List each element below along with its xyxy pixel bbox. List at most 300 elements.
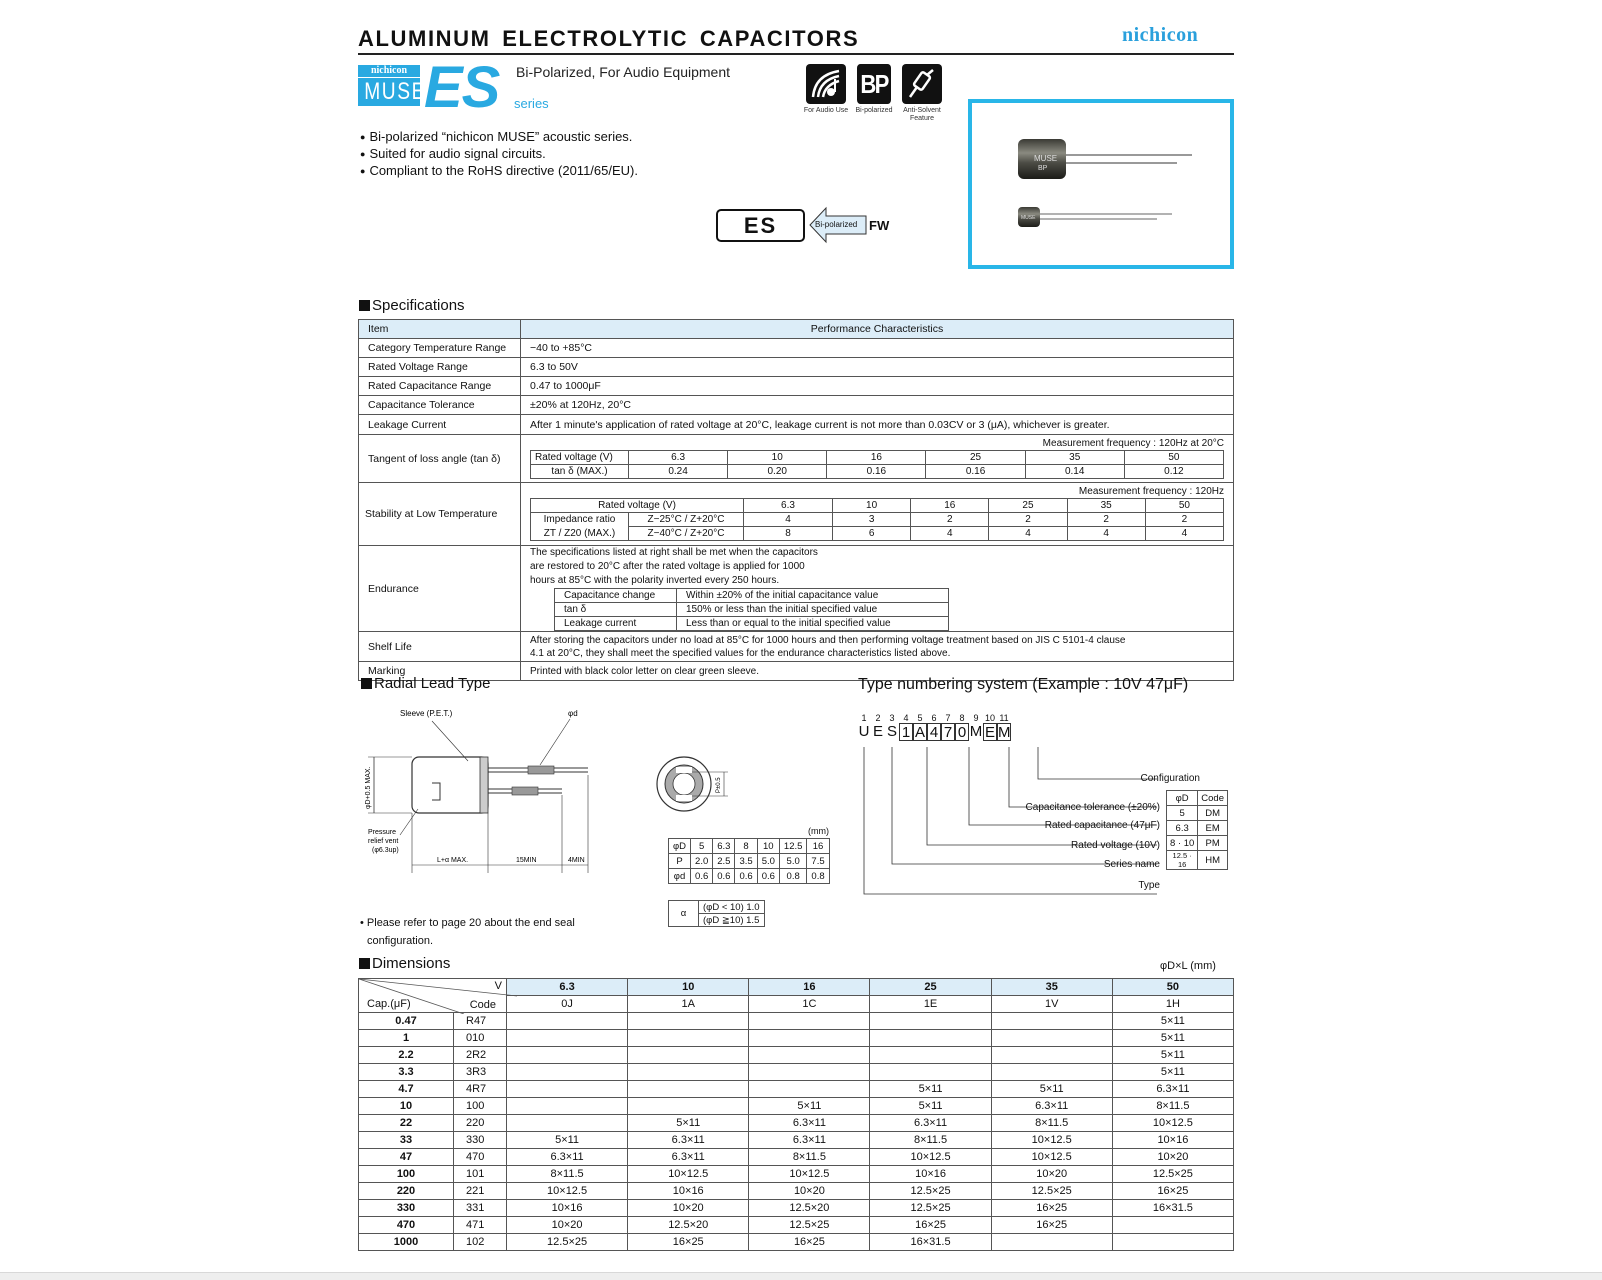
size-cell: 5×11 (1112, 1030, 1233, 1047)
cap-value: 3.3 (359, 1064, 454, 1081)
cap-value: 1 (359, 1030, 454, 1047)
size-cell: 16×31.5 (1112, 1200, 1233, 1217)
tan-voltage: 50 (1124, 450, 1223, 464)
spec-value: ±20% at 120Hz, 20°C (521, 396, 1234, 415)
lead-dim-cell: 6.3 (713, 839, 735, 854)
shelf-line: After storing the capacitors under no load at 85°C for 1000 hours and then performing voltage treatment based on JIS C 5101-4 clause (530, 634, 1126, 646)
cap-code: 220 (454, 1115, 507, 1132)
cap-code: 331 (454, 1200, 507, 1217)
type-code-char: 4 (927, 723, 941, 741)
stability-value: 2 (1145, 513, 1223, 527)
cap-value: 2.2 (359, 1047, 454, 1064)
type-code-char: 7 (941, 723, 955, 741)
type-position-number: 11 (999, 713, 1009, 723)
type-code-char: 0 (955, 723, 969, 741)
tan-value: 0.12 (1124, 464, 1223, 478)
size-cell: 5×11 (991, 1081, 1112, 1098)
size-cell (870, 1030, 991, 1047)
size-cell: 10×20 (628, 1200, 749, 1217)
feature-list (360, 129, 638, 180)
type-position-number: 5 (917, 713, 923, 723)
size-cell: 5×11 (870, 1081, 991, 1098)
size-cell: 12.5×25 (749, 1217, 870, 1234)
lead-dim-cell: 12.5 (779, 839, 807, 854)
length-label: L+α MAX. (437, 857, 469, 864)
audio-icon (806, 64, 846, 104)
v-label: V (494, 980, 502, 992)
size-cell: 5×11 (507, 1132, 628, 1149)
cap-value: 10 (359, 1098, 454, 1115)
impedance-label: Impedance ratio (531, 513, 629, 527)
lead-dim-cell: 8 (735, 839, 757, 854)
tan-voltage: 35 (1025, 450, 1124, 464)
tolerance-label: Capacitance tolerance (±20%) (1025, 802, 1160, 813)
spec-item: Marking (359, 662, 521, 681)
config-cell: DM (1198, 806, 1228, 821)
size-cell: 8×11.5 (749, 1149, 870, 1166)
spec-item: Rated Capacitance Range (359, 377, 521, 396)
voltage-header: 25 (870, 979, 991, 996)
muse-logo-bottom: MUSE (364, 78, 427, 105)
size-cell: 12.5×25 (870, 1200, 991, 1217)
stability-voltage: 10 (833, 499, 911, 513)
stability-table (530, 498, 1224, 541)
stability-value: 4 (1145, 527, 1223, 541)
radial-heading: Radial Lead Type (361, 675, 490, 692)
stability-value: 4 (989, 527, 1067, 541)
size-cell: 8×11.5 (870, 1132, 991, 1149)
dimension-row (359, 1115, 1234, 1132)
size-cell (507, 1064, 628, 1081)
voltage-header: 35 (991, 979, 1112, 996)
bp-icon: BP (857, 64, 891, 104)
lead-dim-cell: 5.0 (757, 854, 779, 869)
anti-solvent-icon-group (896, 64, 948, 123)
size-cell: 10×12.5 (628, 1166, 749, 1183)
voltage-code: 1H (1112, 996, 1233, 1013)
size-cell (507, 1098, 628, 1115)
endurance-key: Capacitance change (555, 589, 677, 603)
shelf-line: 4.1 at 20°C, they shall meet the specified values for the endurance characteristics listed above. (530, 647, 951, 659)
type-label: Type (1138, 880, 1160, 891)
size-cell (628, 1081, 749, 1098)
flow-arrow-label: Bi-polarized (815, 220, 858, 229)
spec-row-shelf (359, 632, 1234, 662)
tan-rated-label: Rated voltage (V) (531, 450, 629, 464)
voltage-code: 1V (991, 996, 1112, 1013)
size-cell: 10×16 (1112, 1132, 1233, 1149)
muse-logo (358, 65, 427, 106)
type-code-char: E (984, 724, 995, 741)
icon-caption: For Audio Use (803, 107, 849, 114)
lead-dimension-table (668, 838, 830, 884)
size-cell: 6.3×11 (628, 1132, 749, 1149)
type-code-char: A (914, 724, 925, 741)
spec-row (359, 339, 1234, 358)
dimension-row (359, 1234, 1234, 1251)
size-cell (749, 1013, 870, 1030)
end-view-drawing (652, 752, 742, 821)
size-cell (870, 1013, 991, 1030)
cap-value: 220 (359, 1183, 454, 1200)
size-cell: 16×25 (991, 1217, 1112, 1234)
voltage-header: 50 (1112, 979, 1233, 996)
type-position-number: 8 (959, 713, 965, 723)
tan-freq: Measurement frequency : 120Hz at 20°C (1042, 437, 1224, 449)
lead-dim-cell: 0.6 (757, 869, 779, 884)
pressure-label: relief vent (368, 838, 399, 845)
tan-table (530, 450, 1224, 479)
size-cell: 6.3×11 (749, 1115, 870, 1132)
endurance-key: Leakage current (555, 617, 677, 631)
endurance-table (554, 588, 949, 631)
voltage-header: 10 (628, 979, 749, 996)
tan-value: 0.24 (629, 464, 728, 478)
size-cell: 12.5×20 (749, 1200, 870, 1217)
lead-dim-cell: 3.5 (735, 854, 757, 869)
size-cell (507, 1081, 628, 1098)
cap-value: 0.47 (359, 1013, 454, 1030)
cap-value: 4.7 (359, 1081, 454, 1098)
muse-logo-top: nichicon (358, 65, 420, 78)
spec-row (359, 377, 1234, 396)
spec-item: Category Temperature Range (359, 339, 521, 358)
size-cell (628, 1047, 749, 1064)
type-position-number: 9 (973, 713, 979, 723)
tan-value: 0.14 (1025, 464, 1124, 478)
size-cell: 10×12.5 (991, 1132, 1112, 1149)
photo-label: MUSE (1021, 215, 1036, 221)
dimension-row (359, 1200, 1234, 1217)
dimension-row (359, 1030, 1234, 1047)
cap-value: 100 (359, 1166, 454, 1183)
endurance-key: tan δ (555, 603, 677, 617)
specifications-heading: Specifications (359, 297, 465, 314)
lead-dim-cell: 0.6 (735, 869, 757, 884)
type-code-char: E (872, 723, 883, 740)
voltage-code: 1C (749, 996, 870, 1013)
radial-unit: (mm) (808, 826, 829, 836)
config-header: Code (1198, 791, 1228, 806)
tan-voltage: 25 (926, 450, 1025, 464)
stability-voltage: 6.3 (744, 499, 833, 513)
size-cell (628, 1013, 749, 1030)
stability-voltage: 16 (911, 499, 989, 513)
impedance-label: ZT / Z20 (MAX.) (531, 527, 629, 541)
sleeve-label: Sleeve (P.E.T.) (400, 709, 453, 718)
alpha-row: (φD ≧10) 1.5 (699, 914, 765, 927)
size-cell (749, 1047, 870, 1064)
tan-voltage: 6.3 (629, 450, 728, 464)
size-cell (991, 1234, 1112, 1251)
cap-value: 470 (359, 1217, 454, 1234)
stability-cond: Z−25°C / Z+20°C (629, 513, 744, 527)
type-position-number: 3 (889, 713, 895, 723)
type-position-number: 7 (945, 713, 951, 723)
size-cell: 10×16 (870, 1166, 991, 1183)
lead-dim-cell: 10 (757, 839, 779, 854)
size-cell: 12.5×25 (870, 1183, 991, 1200)
voltage-code: 1A (628, 996, 749, 1013)
cap-code: 470 (454, 1149, 507, 1166)
voltage-code: 1E (870, 996, 991, 1013)
spec-row (359, 358, 1234, 377)
dimension-row (359, 1149, 1234, 1166)
config-cell: HM (1198, 851, 1228, 870)
lead-dim-cell: 2.0 (691, 854, 713, 869)
type-position-number: 4 (903, 713, 909, 723)
tan-voltage: 10 (728, 450, 827, 464)
size-cell: 12.5×25 (507, 1234, 628, 1251)
min4-label: 4MIN (568, 857, 585, 864)
voltage-header: 16 (749, 979, 870, 996)
type-position-number: 2 (875, 713, 881, 723)
size-cell (628, 1030, 749, 1047)
cap-value: 22 (359, 1115, 454, 1132)
size-cell: 10×16 (628, 1183, 749, 1200)
spec-item: Rated Voltage Range (359, 358, 521, 377)
icon-caption: Bi-polarized (855, 107, 893, 114)
size-cell (870, 1064, 991, 1081)
configuration-table (1166, 790, 1228, 870)
cap-label: Cap.(μF) (367, 998, 411, 1010)
stability-value: 3 (833, 513, 911, 527)
type-number-row (857, 713, 1011, 741)
end-seal-note (360, 914, 575, 950)
voltage-label: Rated voltage (10V) (1071, 840, 1160, 851)
tan-max-label: tan δ (MAX.) (531, 464, 629, 478)
size-cell: 10×12.5 (1112, 1115, 1233, 1132)
spec-row-tan (359, 435, 1234, 483)
bp-icon-group (848, 64, 900, 115)
size-cell: 6.3×11 (628, 1149, 749, 1166)
cap-value: 330 (359, 1200, 454, 1217)
alpha-label: α (669, 901, 699, 927)
dimension-row (359, 1166, 1234, 1183)
size-cell: 5×11 (870, 1098, 991, 1115)
dimension-row (359, 1047, 1234, 1064)
spec-item: Shelf Life (359, 632, 521, 662)
note-line: configuration. (367, 935, 434, 947)
size-cell (749, 1030, 870, 1047)
size-cell (870, 1047, 991, 1064)
size-cell: 5×11 (749, 1098, 870, 1115)
size-cell: 8×11.5 (991, 1115, 1112, 1132)
size-cell: 16×25 (749, 1234, 870, 1251)
flow-es-box: ES (716, 209, 805, 242)
size-cell: 16×31.5 (870, 1234, 991, 1251)
min15-label: 15MIN (516, 857, 537, 864)
spec-value: 6.3 to 50V (521, 358, 1234, 377)
cap-code: 3R3 (454, 1064, 507, 1081)
spec-item: Capacitance Tolerance (359, 396, 521, 415)
size-cell: 10×20 (507, 1217, 628, 1234)
stability-voltage: 50 (1145, 499, 1223, 513)
lead-dim-cell: 0.6 (691, 869, 713, 884)
series-word: series (514, 96, 549, 111)
config-header: φD (1167, 791, 1198, 806)
config-cell: 12.5 · 16 (1167, 851, 1198, 870)
stability-freq: Measurement frequency : 120Hz (1078, 486, 1224, 497)
radial-lead-drawing (360, 705, 610, 890)
size-cell (1112, 1217, 1233, 1234)
spec-value: 0.47 to 1000μF (521, 377, 1234, 396)
endurance-value: Within ±20% of the initial capacitance value (677, 589, 949, 603)
cap-code: 2R2 (454, 1047, 507, 1064)
size-cell (628, 1098, 749, 1115)
feature-item: ● Compliant to the RoHS directive (2011/65/EU). (360, 163, 638, 180)
photo-sub-label: BP (1038, 165, 1048, 172)
type-position-number: 10 (984, 713, 995, 723)
size-cell: 5×11 (1112, 1013, 1233, 1030)
cap-code: 101 (454, 1166, 507, 1183)
spec-value: −40 to +85°C (521, 339, 1234, 358)
dimension-row (359, 1132, 1234, 1149)
config-label: Configuration (1140, 773, 1200, 784)
cap-code: 4R7 (454, 1081, 507, 1098)
size-cell: 12.5×25 (1112, 1166, 1233, 1183)
size-cell: 10×20 (1112, 1149, 1233, 1166)
size-cell: 5×11 (1112, 1064, 1233, 1081)
lead-dim-cell: 16 (807, 839, 829, 854)
config-cell: PM (1198, 836, 1228, 851)
lead-dim-cell: 0.6 (713, 869, 735, 884)
stability-rated-label: Rated voltage (V) (531, 499, 744, 513)
size-cell (628, 1064, 749, 1081)
series-subtitle: Bi-Polarized, For Audio Equipment (516, 64, 730, 80)
config-cell: EM (1198, 821, 1228, 836)
lead-dim-cell: P (669, 854, 691, 869)
type-position-number: 6 (931, 713, 937, 723)
tan-value: 0.16 (827, 464, 926, 478)
size-cell: 5×11 (628, 1115, 749, 1132)
size-cell: 16×25 (870, 1217, 991, 1234)
size-cell: 6.3×11 (749, 1132, 870, 1149)
pressure-label: Pressure (368, 829, 397, 836)
stability-voltage: 25 (989, 499, 1067, 513)
lead-dim-cell: φD (669, 839, 691, 854)
dimension-row (359, 1013, 1234, 1030)
alpha-row: (φD < 10) 1.0 (699, 901, 765, 914)
lead-dim-cell: 0.8 (807, 869, 829, 884)
size-cell: 10×16 (507, 1200, 628, 1217)
feature-item: ● Suited for audio signal circuits. (360, 146, 638, 163)
cap-code: 102 (454, 1234, 507, 1251)
dimensions-table (358, 978, 1234, 1251)
lead-dim-cell: 5 (691, 839, 713, 854)
type-code-char: M (969, 723, 983, 740)
size-cell (507, 1013, 628, 1030)
tan-voltage: 16 (827, 450, 926, 464)
tan-value: 0.20 (728, 464, 827, 478)
lead-dim-cell: 2.5 (713, 854, 735, 869)
document-title: ALUMINUM ELECTROLYTIC CAPACITORS (358, 26, 860, 51)
size-cell (991, 1030, 1112, 1047)
series-name-label: Series name (1103, 859, 1160, 870)
brand-logo: nichicon (1122, 24, 1199, 46)
voltage-header: 6.3 (507, 979, 628, 996)
config-cell: 8 · 10 (1167, 836, 1198, 851)
type-code-char: U (858, 723, 870, 740)
tan-value: 0.16 (926, 464, 1025, 478)
dimension-row (359, 1081, 1234, 1098)
note-line: • Please refer to page 20 about the end seal (360, 917, 575, 929)
code-label: Code (469, 999, 496, 1011)
size-cell: 6.3×11 (507, 1149, 628, 1166)
alpha-table (668, 900, 765, 927)
lead-dim-cell: φd (669, 869, 691, 884)
dimensions-unit: φD×L (mm) (1160, 960, 1216, 972)
stability-value: 4 (911, 527, 989, 541)
size-cell: 10×12.5 (749, 1166, 870, 1183)
type-code-char: S (886, 723, 897, 740)
size-cell: 16×25 (991, 1200, 1112, 1217)
capacitance-label: Rated capacitance (47μF) (1044, 820, 1160, 831)
dimension-row (359, 1183, 1234, 1200)
cap-code: R47 (454, 1013, 507, 1030)
stability-value: 2 (989, 513, 1067, 527)
size-cell: 5×11 (1112, 1047, 1233, 1064)
size-cell (749, 1081, 870, 1098)
size-cell: 12.5×20 (628, 1217, 749, 1234)
size-cell (1112, 1234, 1233, 1251)
stability-value: 6 (833, 527, 911, 541)
endurance-value: 150% or less than the initial specified value (677, 603, 949, 617)
stability-value: 2 (1067, 513, 1145, 527)
size-cell: 12.5×25 (991, 1183, 1112, 1200)
flow-fw-label: FW (869, 218, 890, 233)
cap-code: 221 (454, 1183, 507, 1200)
size-cell: 10×12.5 (870, 1149, 991, 1166)
cap-value: 47 (359, 1149, 454, 1166)
spec-value: After 1 minute's application of rated voltage at 20°C, leakage current is not more than 0.03CV or 3 (μA), whichever is greater. (521, 415, 1234, 435)
pitch-label: P±0.5 (716, 777, 722, 793)
cap-code: 100 (454, 1098, 507, 1115)
size-cell: 6.3×11 (1112, 1081, 1233, 1098)
stability-cond: Z−40°C / Z+20°C (629, 527, 744, 541)
cap-value: 1000 (359, 1234, 454, 1251)
stability-voltage: 35 (1067, 499, 1145, 513)
spec-header-item: Item (359, 320, 521, 339)
size-cell: 10×20 (991, 1166, 1112, 1183)
endurance-text: The specifications listed at right shall be met when the capacitors are restored to 20°C after the rated voltage is applied for 1000 hours at 85°C with the polarity inverted every 250 hours. (530, 547, 818, 586)
size-cell: 16×25 (628, 1234, 749, 1251)
spec-header-performance: Performance Characteristics (521, 320, 1234, 339)
spec-row-stability (359, 483, 1234, 546)
dimensions-body (359, 1013, 1234, 1251)
size-cell: 10×12.5 (507, 1183, 628, 1200)
spec-item: Endurance (359, 546, 521, 632)
spec-row (359, 396, 1234, 415)
endurance-value: Less than or equal to the initial specified value (677, 617, 949, 631)
lead-dim-cell: 7.5 (807, 854, 829, 869)
spec-row (359, 415, 1234, 435)
cap-code: 010 (454, 1030, 507, 1047)
specifications-table (358, 319, 1234, 681)
size-cell: 6.3×11 (870, 1115, 991, 1132)
size-cell (507, 1115, 628, 1132)
size-cell (507, 1047, 628, 1064)
size-cell: 10×20 (749, 1183, 870, 1200)
icon-caption: Anti-Solvent Feature (903, 107, 941, 122)
dimension-row (359, 1098, 1234, 1115)
size-cell (749, 1064, 870, 1081)
pressure-label: (φ6.3up) (372, 847, 399, 854)
stability-value: 2 (911, 513, 989, 527)
size-cell (991, 1013, 1112, 1030)
spec-value: Printed with black color letter on clear green sleeve. (521, 662, 1234, 681)
type-position-number: 1 (861, 713, 867, 723)
